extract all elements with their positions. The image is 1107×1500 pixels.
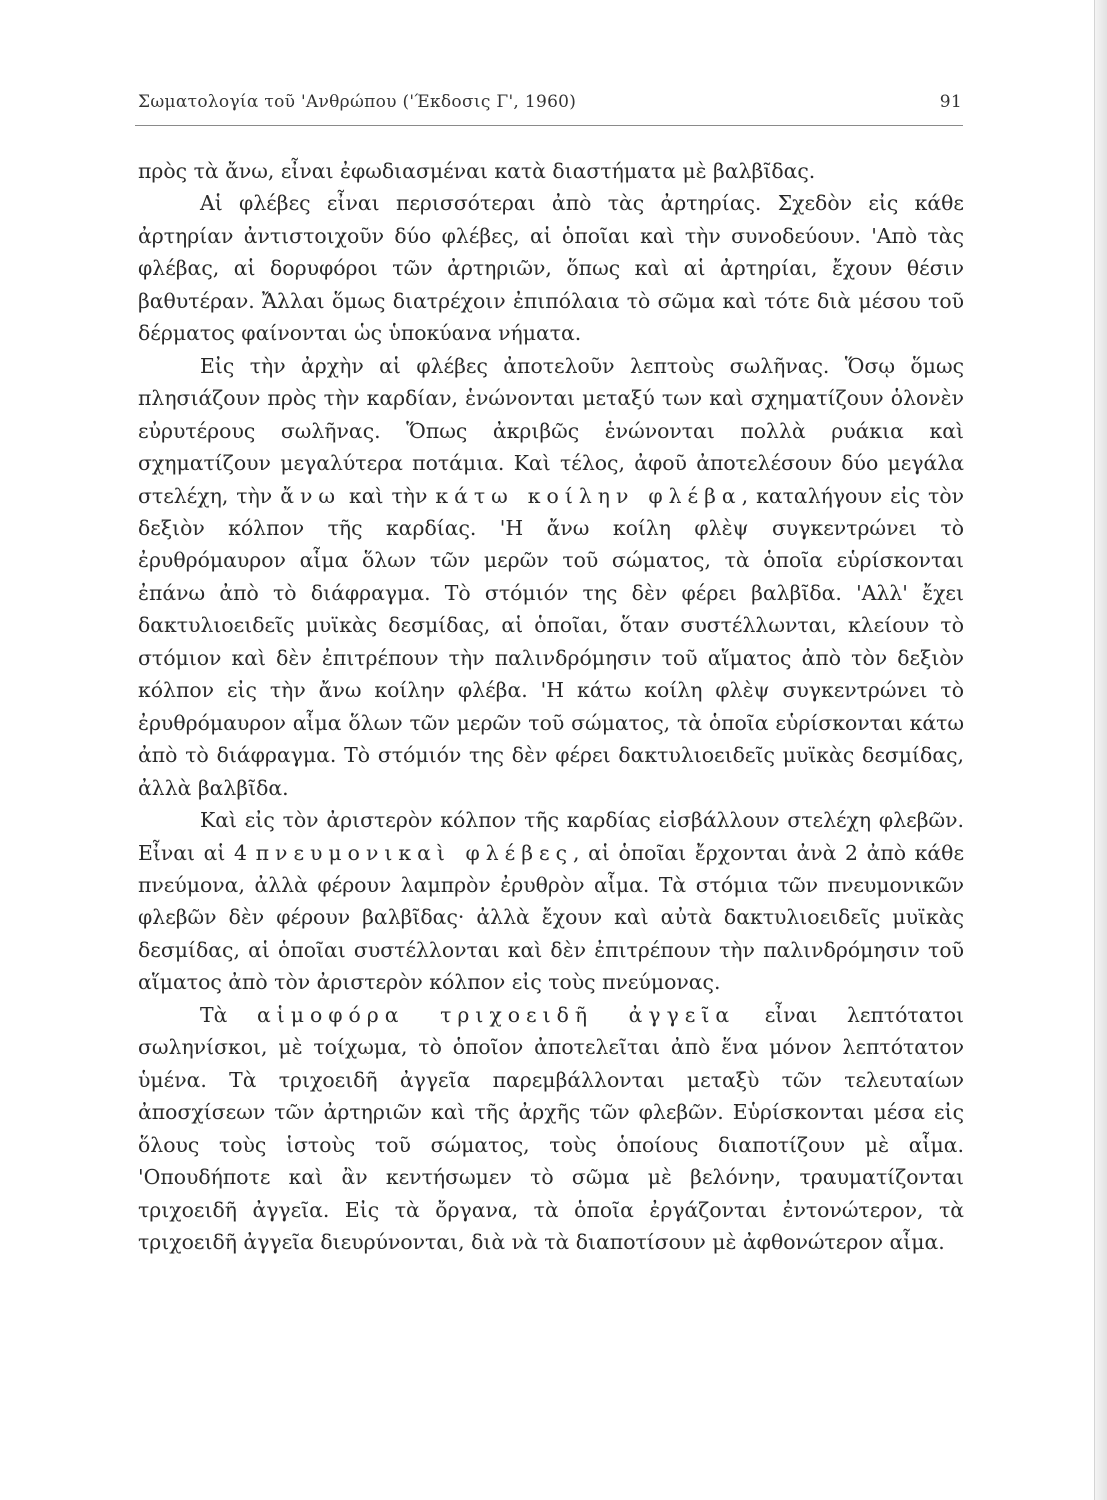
paragraph-5: Τὰ αἱμοφόρα τριχοειδῆ ἀγγεῖα εἶναι λεπτότατοι σωληνίσκοι, μὲ τοίχωμα, τὸ ὁποῖον ἀποτελεῖται ἀπὸ ἕνα μόνον λεπτότατον ὑμένα. Τὰ τριχοειδῆ ἀγγεῖα παρεμβάλλονται μεταξὺ τῶν τελευταίων ἀποσχίσεων τῶν ἀρτηριῶν καὶ τῆς ἀρχῆς τῶν φλεβῶν. Εὑρίσκονται μέσα εἰς ὅλους τοὺς ἱστοὺς τοῦ σώματος, τοὺς ὁποίους διαποτίζουν μὲ αἷμα. 'Οπουδήποτε καὶ ἂν κεντήσωμεν τὸ σῶμα μὲ βελόνην, τραυματίζονται τριχοειδῆ ἀγγεῖα. Εἰς τὰ ὄργανα, τὰ ὁποῖα ἐργάζονται ἐντονώτερον, τὰ τριχοειδῆ ἀγγεῖα διευρύνονται, διὰ νὰ τὰ διαποτίσουν μὲ ἀφθονώτερον αἷμα. [138, 1002, 965, 1254]
spaced-term: πνευμονικαὶ φλέβες [255, 840, 573, 865]
body-text [138, 155, 964, 1258]
spaced-term: ἄνω [280, 483, 341, 508]
running-head [138, 92, 962, 112]
paragraph-3: Εἰς τὴν ἀρχὴν αἱ φλέβες ἀποτελοῦν λεπτοὺς σωλῆνας. Ὅσῳ ὅμως πλησιάζουν πρὸς τὴν καρδίαν, ἑνώνονται μεταξύ των καὶ σχηματίζουν ὁλονὲν εὐρυτέρους σωλῆνας. Ὅπως ἀκριβῶς ἑνώνονται πολλὰ ρυάκια καὶ σχηματίζουν μεγαλύτερα ποτάμια. Καὶ τέλος, ἀφοῦ ἀποτελέσουν δύο μεγάλα στελέχη, τὴν ἄνω καὶ τὴν κάτω κοίλην φλέβα, καταλήγουν εἰς τὸν δεξιὸν κόλπον τῆς καρδίας. 'Η ἄνω κοίλη φλὲψ συγκεντρώνει τὸ ἐρυθρόμαυρον αἷμα ὅλων τῶν μερῶν τοῦ σώματος, τὰ ὁποῖα εὑρίσκονται ἐπάνω ἀπὸ τὸ διάφραγμα. Τὸ στόμιόν της δὲν φέρει βαλβῖδα. 'Αλλ' ἔχει δακτυλιοειδεῖς μυϊκὰς δεσμίδας, αἱ ὁποῖαι, ὅταν συστέλλωνται, κλείουν τὸ στόμιον καὶ δὲν ἐπιτρέπουν τὴν παλινδρόμησιν τοῦ αἵματος ἀπὸ τὸν δεξιὸν κόλπον εἰς τὴν ἄνω κοίλην φλέβα. 'Η κάτω κοίλη φλὲψ συγκεντρώνει τὸ ἐρυθρόμαυρον αἷμα ὅλων τῶν μερῶν τοῦ σώματος, τὰ ὁποῖα εὑρίσκονται κάτω ἀπὸ τὸ διάφραγμα. Τὸ στόμιόν της δὲν φέρει δακτυλιοειδεῖς μυϊκὰς δεσμίδας, ἀλλὰ βαλβῖδα. [138, 353, 965, 800]
spaced-term: αἱμοφόρα τριχοειδῆ ἀγγεῖα [256, 1002, 736, 1027]
header-rule [135, 125, 963, 126]
running-title: Σωματολογία τοῦ 'Ανθρώπου ('Έκδοσις Γ', 1960) [138, 92, 577, 112]
page-edge [1094, 0, 1107, 1500]
spaced-term: κάτω κοίλην φλέβα [435, 483, 742, 508]
page-number: 91 [939, 92, 962, 112]
paragraph-2: Αἱ φλέβες εἶναι περισσότεραι ἀπὸ τὰς ἀρτηρίας. Σχεδὸν εἰς κάθε ἀρτηρίαν ἀντιστοιχοῦν δύο φλέβες, αἱ ὁποῖαι καὶ τὴν συνοδεύουν. 'Απὸ τὰς φλέβας, αἱ δορυφόροι τῶν ἀρτηριῶν, ὅπως καὶ αἱ ἀρτηρίαι, ἔχουν θέσιν βαθυτέραν. Ἄλλαι ὅμως διατρέχοιν ἐπιπόλαια τὸ σῶμα καὶ τότε διὰ μέσου τοῦ δέρματος φαίνονται ὡς ὑποκύανα νήματα. [138, 191, 964, 346]
paragraph-1: πρὸς τὰ ἄνω, εἶναι ἐφωδιασμέναι κατὰ διαστήματα μὲ βαλβῖδας. [138, 159, 816, 183]
paragraph-4: Καὶ εἰς τὸν ἀριστερὸν κόλπον τῆς καρδίας εἰσβάλλουν στελέχη φλεβῶν. Εἶναι αἱ 4 πνευμονικαὶ φλέβες, αἱ ὁποῖαι ἔρχονται ἀνὰ 2 ἀπὸ κάθε πνεύμονα, ἀλλὰ φέρουν λαμπρὸν ἐρυθρὸν αἷμα. Τὰ στόμια τῶν πνευμονικῶν φλεβῶν δὲν φέρουν βαλβῖδας· ἀλλὰ ἔχουν καὶ αὐτὰ δακτυλιοειδεῖς μυϊκὰς δεσμίδας, αἱ ὁποῖαι συστέλλονται καὶ δὲν ἐπιτρέπουν τὴν παλινδρόμησιν τοῦ αἵματος ἀπὸ τὸν ἀριστερὸν κόλπον εἰς τοὺς πνεύμονας. [138, 808, 965, 995]
